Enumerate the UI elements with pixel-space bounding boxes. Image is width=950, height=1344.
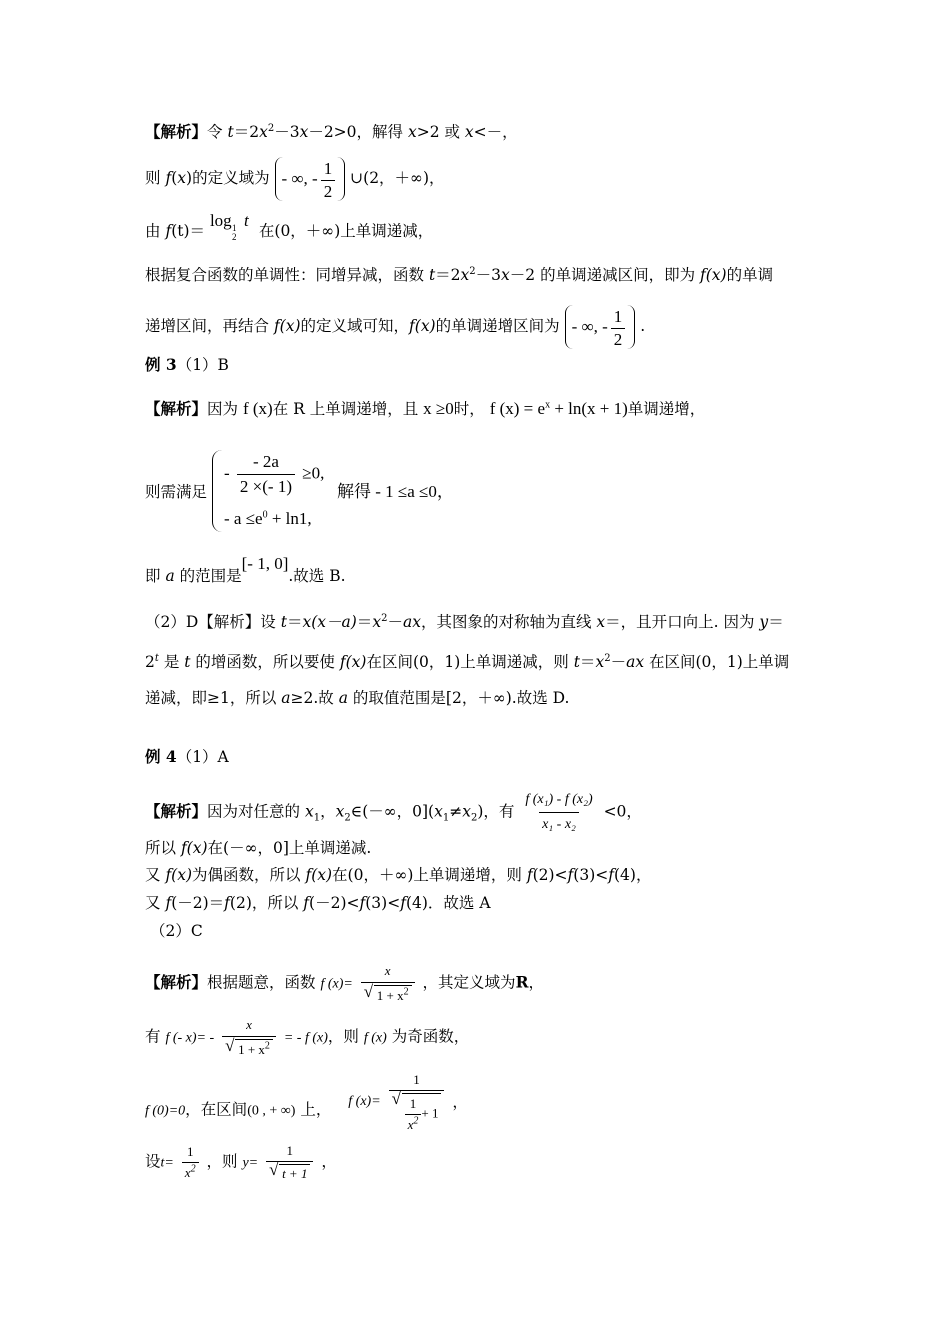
line-4: 根据复合函数的单调性：同增异减，函数 $t=2x^2-3x-2$ 的单调递减区间，即为 f(x)的单调	[145, 265, 774, 284]
line-5: 递增区间，再结合 f(x)的定义域可知，f(x)的单调递增区间为 - ∞, - $\frac{1}{2}$ .	[145, 306, 646, 349]
line-10: （2）D【解析】设 $t=x(x-a)=x^2-ax$，其图象的对称轴为直线 x＝，且开口向上. 因为 y＝	[145, 612, 784, 631]
line-16: 又 f(x)为偶函数，所以 f(x)在(0，＋∞)上单调递增，则 f(2)<f(3)<f(4)，	[145, 866, 652, 884]
line-14: 【解析】因为对任意的 $x_1$，$x_2\in(-\infty$，$0](x_1\ne x_2)$，有 $\frac{\text{f (x₁) - f (x₂)}}{\text{x₁ - x₂}}$ <0，	[145, 790, 642, 835]
system-row-2: - $a \le e^0 + \ln 1$,	[224, 509, 312, 528]
example-4-header: 例 4（1）A	[145, 747, 229, 766]
analysis-tag: 【解析】	[145, 122, 208, 141]
line-15: 所以 f(x)在(－∞，0]上单调递减.	[145, 839, 372, 857]
log-expression: log 1 2 t	[209, 211, 249, 242]
line-9: 即 a 的范围是[- 1, 0].故选 B.	[145, 554, 346, 585]
line-20: 有 f (- x)= - x √ $1 + x^2$ = - f (x)，则 f (x) 为奇函数，	[145, 1016, 469, 1059]
line-21: f (0)=0，在区间(0 , + ∞) 上， f (x)= 1 √ $\frac{1}{x^2}$ + 1 ，	[145, 1080, 468, 1141]
solution-range: 解得 - 1 ≤a ≤0，	[337, 482, 454, 501]
line-8-label: 则需满足	[145, 483, 208, 501]
domain-interval: - ∞, - $\frac{1}{2}$	[275, 157, 346, 201]
system-row-1: - $\frac{- 2a}{2 \times(- 1)}$ ≥0,	[224, 452, 325, 496]
line-7: 【解析】因为 f (x)在 R 上单调递增，且 x ≥0时， f $(x) = e^x + \ln(x + 1)$单调递增，	[145, 399, 706, 418]
increasing-interval: - ∞, - $\frac{1}{2}$	[565, 305, 636, 349]
line-1: 【解析】令 $t=2x^2-3x-2>0$，解得 x>2 或 x<－，	[145, 122, 518, 141]
line-2: 则 f(x)的定义域为 - ∞, - $\frac{1}{2}$ ∪(2，＋∞)，	[145, 158, 445, 201]
function-definition: f $(x) = e^x + \ln(x + 1)$	[489, 399, 628, 418]
line-22: 设t= $\frac{1}{x^2}$ ，则 y= 1 √ t + 1 ，	[145, 1143, 337, 1182]
line-18: （2）C	[150, 922, 203, 940]
difference-quotient: $\frac{\text{f (x₁) - f (x₂)}}{\text{x₁ - x₂}}$	[522, 790, 595, 835]
line-11: 2$^t$ 是 t 的增函数，所以要使 f(x)在区间(0，1)上单调递减，则 $t=x^2-ax$ 在区间(0，1)上单调	[145, 652, 790, 671]
example-3-header: 例 3（1）B	[145, 355, 229, 374]
line-3: 由 f(t)＝ log 1 2 t 在(0，＋∞)上单调递减，	[145, 211, 434, 242]
line-19: 【解析】根据题意，函数 f (x)= x √ $1 + x^2$ ，其定义域为R，	[145, 962, 544, 1005]
line-17: 又 f(－2)＝f(2)，所以 f(－2)<f(3)<f(4)．故选 A	[145, 894, 491, 912]
line-12: 递减，即≥1，所以 a≥2.故 a 的取值范围是[2，＋∞).故选 D.	[145, 689, 570, 707]
